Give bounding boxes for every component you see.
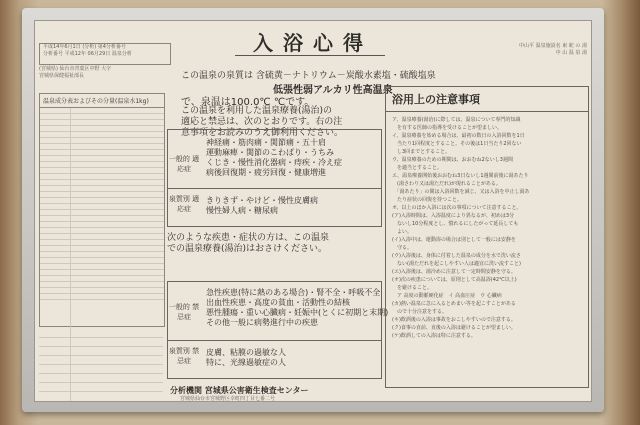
intro-line: 適応と禁忌は、次のとおりです。右の注 xyxy=(181,117,343,127)
stamp-line: 分析番号 平成12年 06月29日 温泉分析 xyxy=(43,51,132,57)
stamp-line: 平成14年6月1日 (分析) 第4分析番号 xyxy=(43,44,126,50)
note-item: を有する医師の指導を受けることが望ましい。 xyxy=(392,125,503,131)
note-item: (ウ)入浴後は、身体に付着した温泉の成分を水で洗い流さ xyxy=(392,253,521,259)
intro-line: この温泉を利用した温泉療養(湯治)の xyxy=(181,106,333,116)
sign-panel xyxy=(34,20,592,402)
contra-intro xyxy=(167,233,329,255)
note-item: ア 高度の動脈硬化症 イ 高血圧症 ウ 心臓病 xyxy=(392,293,502,299)
note-item: ア、温泉療養(湯治)に際しては、温泉について専門的知識 xyxy=(392,117,521,123)
contraindications-table xyxy=(167,281,389,379)
issuer-line: (宮城県) 仙台市青葉区中野 大字 xyxy=(39,66,112,72)
quality-contra-line: 皮膚、粘膜の過敏な人 xyxy=(206,348,286,357)
contra-line: その他一般に病勢進行中の疾患 xyxy=(206,318,318,327)
note-item: (ア)入浴時間は、入浴温度により異なるが、初めは3分 xyxy=(392,213,515,219)
note-item: を適当とすること。 xyxy=(392,165,443,171)
notes-title: 浴用上の注意事項 xyxy=(386,87,588,112)
sign-frame xyxy=(22,8,604,412)
analyzer-info xyxy=(170,385,308,402)
note-item: ので十分注意をする。 xyxy=(392,309,448,315)
note-item: (エ)入浴後は、湯冷めに注意して一定時間安静を守る。 xyxy=(392,269,516,275)
analyzer-address: 宮城県仙台市宮城野区幸町四丁目七番二号 xyxy=(180,396,276,402)
note-item: ウ、温泉療養のための期間は、おおむね2ないし3週間 xyxy=(392,157,513,163)
note-item: ない(湯ただれを起こしやすい人は適宜に洗い流すこと) xyxy=(392,261,521,267)
contra-intro-line: 次のような疾患・症状の方は、この温泉 xyxy=(167,233,330,243)
contra-text xyxy=(206,288,389,328)
quality-indication-line: きりきず・やけど・慢性皮膚病 xyxy=(206,196,318,205)
contra-line: 急性疾患(特に熱のある場合)・腎不全・呼吸不全 xyxy=(206,288,381,297)
indications-label: 一般的 適応症 xyxy=(168,155,200,173)
note-item: イ、温泉療養を始める場合は、最初の数日の入浴回数を1日 xyxy=(392,133,525,139)
quality-contra-label: 泉質別 禁忌症 xyxy=(168,347,200,365)
facility-name xyxy=(437,43,587,57)
indications-text xyxy=(206,138,378,178)
note-item: (カ)熱い温泉に急に入るとめまい等を起こすことがある xyxy=(392,301,516,307)
indication-line: 運動麻痺・関節のこわばり・うちみ xyxy=(206,148,334,157)
issuer-info xyxy=(39,66,189,80)
quality-contra-text xyxy=(206,348,378,368)
indications-table xyxy=(167,129,382,227)
quality-contra-line: 特に、光線過敏症の人 xyxy=(206,358,286,367)
facility-line: 中山平 温泉施設名 東 蛇 の 湯 xyxy=(519,43,587,49)
note-item: し3回までとすること。 xyxy=(392,149,451,155)
note-item: (ケ)飲酒しての入浴は特に注意する。 xyxy=(392,333,476,339)
title-underline xyxy=(235,55,385,56)
quality-indication-line: 慢性婦人病・糖尿病 xyxy=(206,206,278,215)
issuer-line: 宮城県保健福祉部長 xyxy=(39,73,85,79)
analysis-stamp xyxy=(39,43,171,65)
table-divider xyxy=(168,340,381,341)
table-divider xyxy=(168,188,381,189)
indication-line: 神経痛・筋肉痛・関節痛・五十肩 xyxy=(206,138,326,147)
note-item: (湯さわり又は湯ただれ)が現れることがある。 xyxy=(392,181,501,187)
intro-line: 意事項をお読みのうえ御利用ください。 xyxy=(181,128,344,138)
spring-temperature: で、泉温は100.0℃ ℃です。 xyxy=(181,97,315,108)
note-item: (オ)次の疾患については、原則として高温浴(42℃以上) xyxy=(392,277,517,283)
note-item: よい。 xyxy=(392,229,413,235)
note-item: ないし10分程度とし、慣れるにしたがって延長しても xyxy=(392,221,519,227)
note-item: (キ)飲酒後の入浴は事故をおこしやすいので注意する。 xyxy=(392,317,516,323)
facility-line: 中 山 温 泉 湯 xyxy=(555,50,587,56)
quality-line-1: この温泉の泉質は 含硫黄－ナトリウム－炭酸水素塩・硫酸塩泉 xyxy=(181,71,436,81)
component-grid xyxy=(40,108,164,300)
component-table xyxy=(39,93,165,327)
note-item: (イ)入浴中は、運動浴の場合は別として一般には安静を xyxy=(392,237,516,243)
notes-box xyxy=(385,86,589,388)
sign-title: 入浴心得 xyxy=(253,31,373,55)
indication-line: 病後回復期・疲労回復・健康増進 xyxy=(206,168,326,177)
quality-indications-text xyxy=(206,196,378,216)
note-item: オ、以上のほか入浴には次の事項について注意すること。 xyxy=(392,205,522,211)
quality-line-2: 低張性弱アルカリ性高温泉 xyxy=(273,85,393,96)
contra-line: 出血性疾患・高度の貧血・活動性の結核 xyxy=(206,298,350,307)
note-item: たり症状の回復を待つこと。 xyxy=(392,197,463,203)
quality-indications-label: 泉質別 適応症 xyxy=(168,195,200,213)
note-item: 「湯あたり」の間は入浴回数を減じ、又は入浴を中止し湯あ xyxy=(392,189,530,195)
analyzer-name: 分析機関 宮城県公害衛生検査センター xyxy=(170,386,309,395)
notes-list xyxy=(386,112,588,344)
component-footer xyxy=(39,331,163,394)
indication-line: くじき・慢性消化器病・痔疾・冷え症 xyxy=(206,158,342,167)
note-item: を避けること。 xyxy=(392,285,433,291)
note-item: エ、温泉療養開始後おおむね3日ないし1週間前後に湯あたり xyxy=(392,173,529,179)
contra-line: 悪性腫瘍・重い心臓病・妊娠中(とくに初期と末期) xyxy=(206,308,389,317)
note-item: 守る。 xyxy=(392,245,413,251)
note-item: (ク)食事の直前、直後の入浴は避けることが望ましい。 xyxy=(392,325,516,331)
note-item: 当たり1回程度とすること。その後は1日当たり2回ない xyxy=(392,141,522,147)
contra-label: 一般的 禁忌症 xyxy=(168,303,200,321)
contra-intro-line: での温泉療養(湯治)はおさけください。 xyxy=(167,244,328,254)
component-table-header: 温泉成分表およびその分量(温泉水1kg) xyxy=(40,94,164,108)
